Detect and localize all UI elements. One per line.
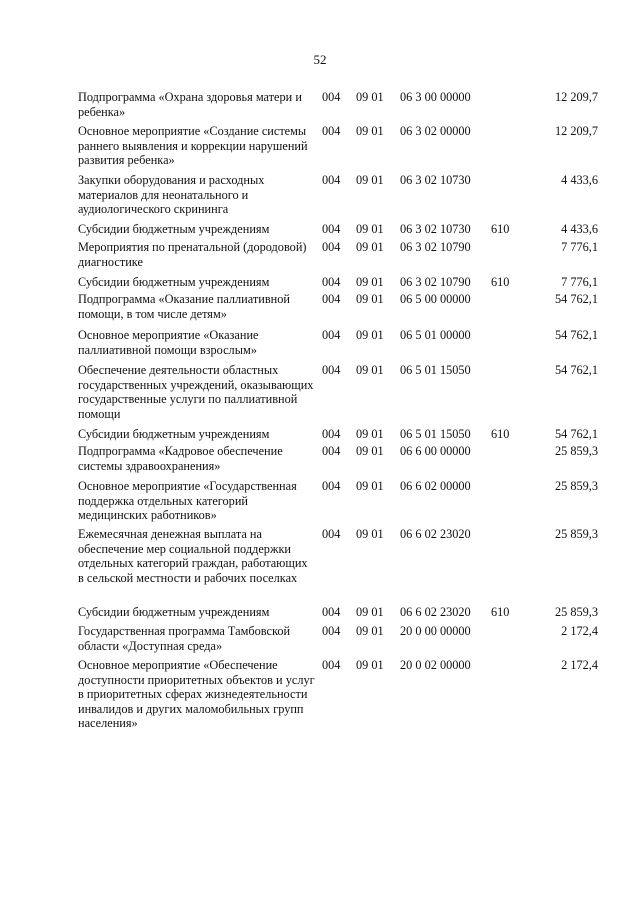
row-target-code: 06 3 02 10730 (400, 173, 471, 187)
row-expense-code: 610 (491, 605, 510, 619)
row-amount: 7 776,1 (561, 275, 598, 289)
row-ministry-code: 004 (322, 328, 341, 342)
row-name: Субсидии бюджетным учреждениям (78, 222, 270, 236)
row-name: Субсидии бюджетным учреждениям (78, 605, 270, 619)
row-ministry-code: 004 (322, 427, 341, 441)
row-amount: 54 762,1 (554, 328, 598, 342)
row-target-code: 06 6 00 00000 (400, 444, 471, 458)
row-target-code: 06 3 00 00000 (400, 90, 471, 104)
row-amount: 12 209,7 (554, 124, 598, 138)
row-section-code: 09 01 (356, 292, 384, 306)
row-section-code: 09 01 (356, 328, 384, 342)
row-name: Закупки оборудования и расходных материалов для неонатального и аудиологического скрининга (78, 173, 265, 217)
row-section-code: 09 01 (356, 363, 384, 377)
row-name: Государственная программа Тамбовской области «Доступная среда» (78, 624, 291, 653)
row-section-code: 09 01 (356, 479, 384, 493)
row-amount: 25 859,3 (554, 527, 598, 541)
row-ministry-code: 004 (322, 479, 341, 493)
row-amount: 54 762,1 (554, 427, 598, 441)
row-amount: 2 172,4 (561, 624, 598, 638)
row-expense-code: 610 (491, 427, 510, 441)
row-section-code: 09 01 (356, 624, 384, 638)
row-amount: 25 859,3 (554, 444, 598, 458)
row-name: Подпрограмма «Кадровое обеспечение системы здравоохранения» (78, 444, 283, 473)
row-section-code: 09 01 (356, 275, 384, 289)
row-ministry-code: 004 (322, 240, 341, 254)
row-name: Основное мероприятие «Оказание паллиативной помощи взрослым» (78, 328, 259, 357)
row-amount: 25 859,3 (554, 605, 598, 619)
row-target-code: 06 3 02 10790 (400, 240, 471, 254)
row-amount: 54 762,1 (554, 363, 598, 377)
row-name: Подпрограмма «Охрана здоровья матери и ребенка» (78, 90, 302, 119)
row-name: Основное мероприятие «Обеспечение доступности приоритетных объектов и услуг в приоритетных сферах жизнедеятельности инвалидов и других маломобильных групп населения» (78, 658, 315, 731)
row-target-code: 20 0 00 00000 (400, 624, 471, 638)
row-name: Подпрограмма «Оказание паллиативной помощи, в том числе детям» (78, 292, 290, 321)
row-name: Субсидии бюджетным учреждениям (78, 275, 270, 289)
row-ministry-code: 004 (322, 658, 341, 672)
row-expense-code: 610 (491, 222, 510, 236)
row-ministry-code: 004 (322, 173, 341, 187)
row-amount: 7 776,1 (561, 240, 598, 254)
row-amount: 25 859,3 (554, 479, 598, 493)
row-amount: 12 209,7 (554, 90, 598, 104)
row-section-code: 09 01 (356, 427, 384, 441)
row-section-code: 09 01 (356, 605, 384, 619)
row-ministry-code: 004 (322, 90, 341, 104)
row-amount: 54 762,1 (554, 292, 598, 306)
row-target-code: 06 3 02 10730 (400, 222, 471, 236)
row-target-code: 06 6 02 23020 (400, 527, 471, 541)
row-ministry-code: 004 (322, 605, 341, 619)
row-amount: 4 433,6 (561, 173, 598, 187)
row-amount: 4 433,6 (561, 222, 598, 236)
row-expense-code: 610 (491, 275, 510, 289)
row-target-code: 06 5 00 00000 (400, 292, 471, 306)
row-amount: 2 172,4 (561, 658, 598, 672)
row-name: Субсидии бюджетным учреждениям (78, 427, 270, 441)
row-ministry-code: 004 (322, 292, 341, 306)
row-target-code: 20 0 02 00000 (400, 658, 471, 672)
row-target-code: 06 5 01 00000 (400, 328, 471, 342)
row-section-code: 09 01 (356, 124, 384, 138)
row-target-code: 06 6 02 23020 (400, 605, 471, 619)
row-name: Основное мероприятие «Создание системы раннего выявления и коррекции нарушений развития ребенка» (78, 124, 308, 168)
row-target-code: 06 3 02 10790 (400, 275, 471, 289)
row-ministry-code: 004 (322, 624, 341, 638)
row-section-code: 09 01 (356, 90, 384, 104)
row-section-code: 09 01 (356, 527, 384, 541)
row-ministry-code: 004 (322, 363, 341, 377)
row-target-code: 06 3 02 00000 (400, 124, 471, 138)
row-target-code: 06 5 01 15050 (400, 427, 471, 441)
row-target-code: 06 6 02 00000 (400, 479, 471, 493)
row-ministry-code: 004 (322, 124, 341, 138)
row-ministry-code: 004 (322, 527, 341, 541)
row-ministry-code: 004 (322, 275, 341, 289)
row-ministry-code: 004 (322, 444, 341, 458)
row-target-code: 06 5 01 15050 (400, 363, 471, 377)
row-name: Мероприятия по пренатальной (дородовой) диагностике (78, 240, 307, 269)
row-name: Обеспечение деятельности областных государственных учреждений, оказывающих государственные услуги по паллиативной помощи (78, 363, 314, 421)
row-section-code: 09 01 (356, 444, 384, 458)
row-section-code: 09 01 (356, 240, 384, 254)
row-section-code: 09 01 (356, 658, 384, 672)
row-name: Основное мероприятие «Государственная поддержка отдельных категорий медицинских работников» (78, 479, 297, 523)
row-name: Ежемесячная денежная выплата на обеспечение мер социальной поддержки отдельных категорий граждан, работающих в сельской местности и рабочих поселках (78, 527, 308, 585)
row-ministry-code: 004 (322, 222, 341, 236)
row-section-code: 09 01 (356, 173, 384, 187)
page-number: 52 (313, 52, 327, 67)
row-section-code: 09 01 (356, 222, 384, 236)
